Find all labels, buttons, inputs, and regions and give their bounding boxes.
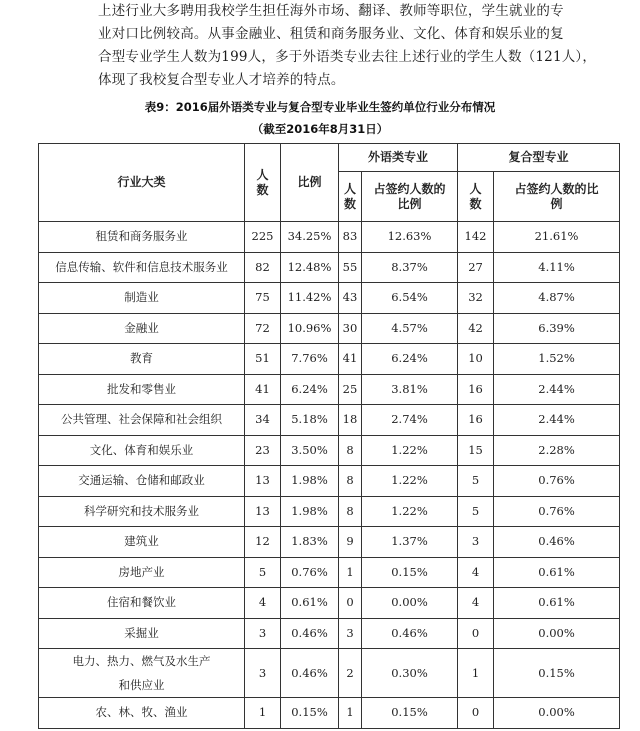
foreign-ratio-cell: 0.00% xyxy=(362,588,458,619)
intro-line: 业对口比例较高。从事金融业、租赁和商务服务业、文化、体育和娱乐业的复 xyxy=(98,26,564,42)
count-cell: 4 xyxy=(245,588,281,619)
ratio-cell: 5.18% xyxy=(281,405,339,436)
compound-count-cell: 0 xyxy=(458,618,494,649)
compound-ratio-cell: 0.76% xyxy=(494,466,620,497)
header-industry: 行业大类 xyxy=(39,144,245,222)
industry-cell: 房地产业 xyxy=(39,557,245,588)
ratio-cell: 3.50% xyxy=(281,435,339,466)
industry-cell: 金融业 xyxy=(39,313,245,344)
header-foreign-ratio: 占签约人数的 比例 xyxy=(362,172,458,222)
compound-count-cell: 142 xyxy=(458,222,494,253)
count-cell: 23 xyxy=(245,435,281,466)
foreign-ratio-cell: 4.57% xyxy=(362,313,458,344)
industry-cell: 住宿和餐饮业 xyxy=(39,588,245,619)
table-row xyxy=(39,405,620,436)
industry-cell: 采掘业 xyxy=(39,618,245,649)
foreign-count-cell: 9 xyxy=(339,527,362,558)
intro-line: 合型专业学生人数为199人，多于外语类专业去往上述行业的学生人数（121人）， xyxy=(98,49,597,65)
foreign-count-cell: 1 xyxy=(339,557,362,588)
foreign-count-cell: 18 xyxy=(339,405,362,436)
foreign-count-cell: 1 xyxy=(339,698,362,729)
compound-ratio-cell: 4.87% xyxy=(494,283,620,314)
industry-distribution-table xyxy=(38,143,620,729)
header-count: 人 数 xyxy=(245,144,281,222)
compound-count-cell: 15 xyxy=(458,435,494,466)
industry-cell: 批发和零售业 xyxy=(39,374,245,405)
ratio-cell: 34.25% xyxy=(281,222,339,253)
count-cell: 41 xyxy=(245,374,281,405)
foreign-count-cell: 83 xyxy=(339,222,362,253)
foreign-count-cell: 8 xyxy=(339,435,362,466)
compound-ratio-cell: 0.61% xyxy=(494,557,620,588)
ratio-cell: 0.46% xyxy=(281,618,339,649)
foreign-count-cell: 8 xyxy=(339,496,362,527)
foreign-ratio-cell: 6.54% xyxy=(362,283,458,314)
table-row xyxy=(39,557,620,588)
foreign-count-cell: 0 xyxy=(339,588,362,619)
compound-count-cell: 3 xyxy=(458,527,494,558)
compound-count-cell: 10 xyxy=(458,344,494,375)
foreign-count-cell: 43 xyxy=(339,283,362,314)
foreign-count-cell: 55 xyxy=(339,252,362,283)
count-cell: 13 xyxy=(245,466,281,497)
foreign-count-cell: 25 xyxy=(339,374,362,405)
compound-count-cell: 42 xyxy=(458,313,494,344)
compound-ratio-cell: 6.39% xyxy=(494,313,620,344)
foreign-ratio-cell: 1.37% xyxy=(362,527,458,558)
industry-cell: 制造业 xyxy=(39,283,245,314)
foreign-ratio-cell: 0.30% xyxy=(362,649,458,698)
industry-cell: 租赁和商务服务业 xyxy=(39,222,245,253)
foreign-ratio-cell: 1.22% xyxy=(362,496,458,527)
table-row xyxy=(39,588,620,619)
foreign-ratio-cell: 1.22% xyxy=(362,435,458,466)
table-row xyxy=(39,283,620,314)
table-row xyxy=(39,222,620,253)
industry-cell: 教育 xyxy=(39,344,245,375)
count-cell: 5 xyxy=(245,557,281,588)
count-cell: 225 xyxy=(245,222,281,253)
foreign-ratio-cell: 0.15% xyxy=(362,557,458,588)
table-row xyxy=(39,618,620,649)
foreign-ratio-cell: 8.37% xyxy=(362,252,458,283)
foreign-count-cell: 8 xyxy=(339,466,362,497)
count-cell: 72 xyxy=(245,313,281,344)
ratio-cell: 1.83% xyxy=(281,527,339,558)
compound-ratio-cell: 0.46% xyxy=(494,527,620,558)
ratio-cell: 6.24% xyxy=(281,374,339,405)
foreign-count-cell: 2 xyxy=(339,649,362,698)
industry-cell: 文化、体育和娱乐业 xyxy=(39,435,245,466)
foreign-ratio-cell: 12.63% xyxy=(362,222,458,253)
foreign-ratio-cell: 3.81% xyxy=(362,374,458,405)
compound-count-cell: 5 xyxy=(458,496,494,527)
table-row xyxy=(39,252,620,283)
ratio-cell: 0.76% xyxy=(281,557,339,588)
intro-paragraph xyxy=(98,0,597,92)
compound-ratio-cell: 2.44% xyxy=(494,405,620,436)
ratio-cell: 12.48% xyxy=(281,252,339,283)
table-row xyxy=(39,527,620,558)
foreign-ratio-cell: 0.15% xyxy=(362,698,458,729)
table-row xyxy=(39,466,620,497)
foreign-ratio-cell: 0.46% xyxy=(362,618,458,649)
industry-cell: 建筑业 xyxy=(39,527,245,558)
compound-ratio-cell: 0.76% xyxy=(494,496,620,527)
count-cell: 34 xyxy=(245,405,281,436)
header-ratio: 比例 xyxy=(281,144,339,222)
ratio-cell: 1.98% xyxy=(281,466,339,497)
industry-cell: 农、林、牧、渔业 xyxy=(39,698,245,729)
compound-ratio-cell: 0.00% xyxy=(494,618,620,649)
compound-ratio-cell: 0.00% xyxy=(494,698,620,729)
industry-cell: 科学研究和技术服务业 xyxy=(39,496,245,527)
table-row xyxy=(39,496,620,527)
compound-count-cell: 16 xyxy=(458,374,494,405)
industry-cell: 交通运输、仓储和邮政业 xyxy=(39,466,245,497)
table-row xyxy=(39,374,620,405)
industry-cell: 信息传输、软件和信息技术服务业 xyxy=(39,252,245,283)
table-title: 表9：2016届外语类专业与复合型专业毕业生签约单位行业分布情况 xyxy=(144,100,496,114)
compound-ratio-cell: 2.44% xyxy=(494,374,620,405)
compound-ratio-cell: 0.15% xyxy=(494,649,620,698)
table-row xyxy=(39,649,620,698)
table-row xyxy=(39,344,620,375)
ratio-cell: 7.76% xyxy=(281,344,339,375)
foreign-count-cell: 30 xyxy=(339,313,362,344)
header-compound-count: 人 数 xyxy=(458,172,494,222)
compound-ratio-cell: 1.52% xyxy=(494,344,620,375)
compound-count-cell: 16 xyxy=(458,405,494,436)
ratio-cell: 10.96% xyxy=(281,313,339,344)
compound-ratio-cell: 21.61% xyxy=(494,222,620,253)
intro-line: 体现了我校复合型专业人才培养的特点。 xyxy=(98,72,345,88)
compound-ratio-cell: 0.61% xyxy=(494,588,620,619)
compound-ratio-cell: 2.28% xyxy=(494,435,620,466)
compound-count-cell: 0 xyxy=(458,698,494,729)
compound-count-cell: 4 xyxy=(458,588,494,619)
foreign-ratio-cell: 6.24% xyxy=(362,344,458,375)
compound-count-cell: 27 xyxy=(458,252,494,283)
count-cell: 1 xyxy=(245,698,281,729)
compound-ratio-cell: 4.11% xyxy=(494,252,620,283)
ratio-cell: 1.98% xyxy=(281,496,339,527)
ratio-cell: 0.15% xyxy=(281,698,339,729)
ratio-cell: 11.42% xyxy=(281,283,339,314)
intro-line: 上述行业大多聘用我校学生担任海外市场、翻译、教师等职位，学生就业的专 xyxy=(98,3,564,19)
count-cell: 3 xyxy=(245,618,281,649)
compound-count-cell: 4 xyxy=(458,557,494,588)
ratio-cell: 0.61% xyxy=(281,588,339,619)
table-row xyxy=(39,698,620,729)
foreign-ratio-cell: 2.74% xyxy=(362,405,458,436)
header-compound-group: 复合型专业 xyxy=(458,144,620,172)
table-row xyxy=(39,435,620,466)
count-cell: 12 xyxy=(245,527,281,558)
industry-cell: 电力、热力、燃气及水生产 和供应业 xyxy=(39,649,245,698)
foreign-count-cell: 3 xyxy=(339,618,362,649)
compound-count-cell: 5 xyxy=(458,466,494,497)
header-compound-ratio: 占签约人数的比 例 xyxy=(494,172,620,222)
foreign-count-cell: 41 xyxy=(339,344,362,375)
header-foreign-group: 外语类专业 xyxy=(339,144,458,172)
count-cell: 75 xyxy=(245,283,281,314)
table-subtitle: （截至2016年8月31日） xyxy=(251,122,389,136)
header-foreign-count: 人 数 xyxy=(339,172,362,222)
ratio-cell: 0.46% xyxy=(281,649,339,698)
foreign-ratio-cell: 1.22% xyxy=(362,466,458,497)
count-cell: 13 xyxy=(245,496,281,527)
count-cell: 82 xyxy=(245,252,281,283)
compound-count-cell: 1 xyxy=(458,649,494,698)
count-cell: 51 xyxy=(245,344,281,375)
industry-cell: 公共管理、社会保障和社会组织 xyxy=(39,405,245,436)
table-row xyxy=(39,313,620,344)
count-cell: 3 xyxy=(245,649,281,698)
compound-count-cell: 32 xyxy=(458,283,494,314)
